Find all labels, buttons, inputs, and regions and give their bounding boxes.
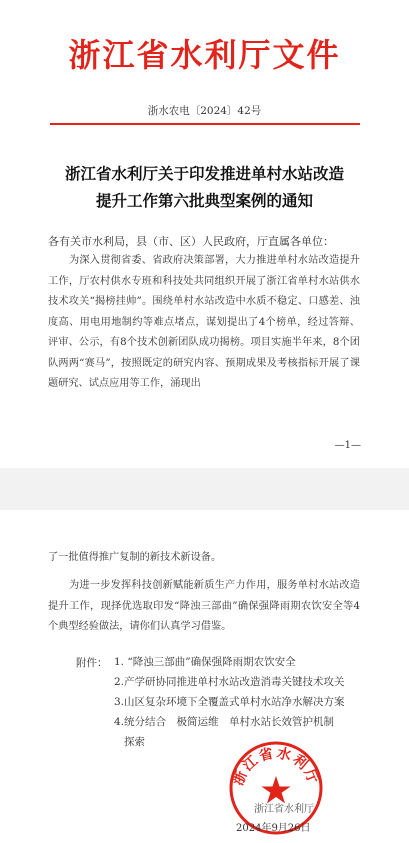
attachment-item: 4.统分结合 极简运维 单村水站长效管护机制 — [114, 716, 335, 728]
attachment-item-continued: 探索 — [124, 736, 145, 748]
body-paragraph-continued: 了一批值得推广复制的新技术新设备。 — [48, 552, 222, 563]
attachment-item: 3.山区复杂环境下全覆盖式单村水站净水解决方案 — [114, 696, 345, 708]
signature-date: 2024年9月26日 — [236, 823, 311, 834]
body-paragraph-2: 为进一步发挥科技创新赋能新质生产力作用，服务单村水站改造提升工作，现择优选取印发“降浊三部曲”确保强降雨期农饮安全等4个典型经验做法，请你们认真学习借鉴。 — [48, 580, 360, 632]
signature-organization: 浙江省水利厅 — [254, 804, 314, 815]
attachment-item: 1. “降浊三部曲”确保强降雨期农饮安全 — [114, 656, 296, 668]
document-number: 浙水农电〔2024〕42号 — [147, 105, 262, 117]
seal-text: 浙江省水利厅 — [230, 745, 322, 788]
attachment-label: 附件： — [76, 657, 108, 669]
document-title — [0, 160, 409, 214]
attachment-list — [114, 652, 384, 752]
body-paragraph-1: 为深入贯彻省委、省政府决策部署，大力推进单村水站改造提升工作，厅农村供水专班和科技处共同组织开展了浙江省单村水站供水技术攻关“揭榜挂帅”。围绕单村水站改造中水质不稳定、口感差、浊度高、用电用地制约等难点堵点，谋划提出了4个榜单，经过答辩、评审、公示，有8个技术创新团队成功揭榜。项目实施半年来，8个团队两两“赛马”，按照既定的研究内容、预期成果及考核指标开展了课题研究、试点应用等工作，涌现出 — [48, 255, 360, 389]
page-gap — [0, 468, 409, 510]
page-number: —1— — [334, 440, 361, 451]
red-header-title: 浙江省水利厅文件 — [68, 36, 341, 74]
attachment-item: 2.产学研协同推进单村水站改造消毒关键技术攻关 — [114, 676, 345, 688]
title-line-2: 提升工作第六批典型案例的通知 — [95, 191, 313, 210]
addressee: 各有关市水利局，县（市、区）人民政府，厅直属各单位： — [48, 235, 334, 248]
title-line-1: 浙江省水利厅关于印发推进单村水站改造 — [64, 164, 344, 183]
red-divider — [50, 123, 360, 125]
